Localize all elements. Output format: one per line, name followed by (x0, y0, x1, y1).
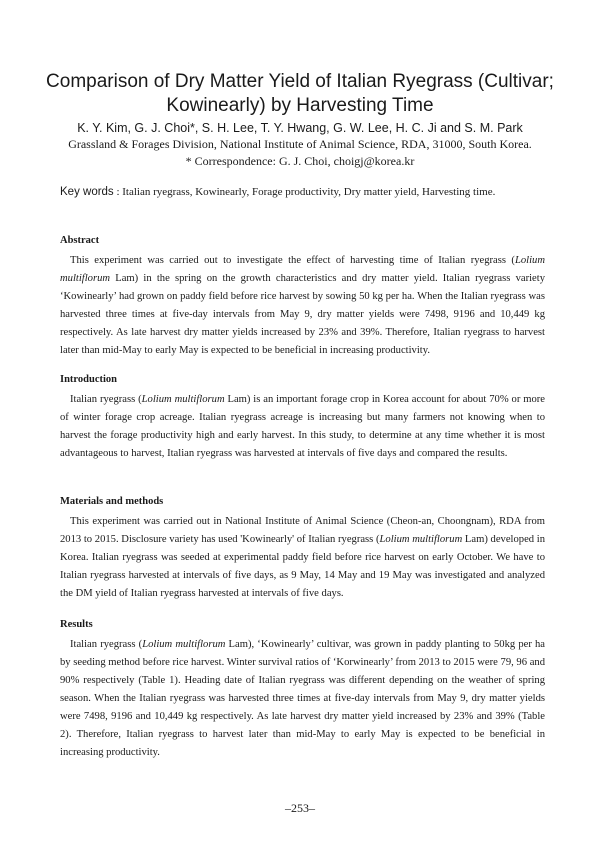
abstract-species-name: Lolium multiflorum (60, 255, 545, 284)
introduction-text-2: Lam) is an important forage crop in Korea account for about 70% or more of winter forage crop acreage. Italian ryegrass acreage is increasing but many farmers not knowing when to harvest the forage productivity high and early harvest. In this study, to determine at any time whether it is most advantageous to harvest, Italian ryegrass was harvested at intervals of five days and compared the results. (60, 394, 545, 459)
methods-section (60, 495, 545, 603)
abstract-heading: Abstract (60, 235, 100, 246)
results-text-2: Lam), ‘Kowinearly’ cultivar, was grown in paddy planting to 50kg per ha by seeding method before rice harvest. Winter survival ratios of ‘Korwinearly’ from 2013 to 2015 were 79, 96 and 90% respectively (Table 1). Heading date of Italian ryegrass was different depending on the weather of spring season. When the Italian ryegrass was harvested three times at five-day intervals from May 9, dry matter yields were 7498, 9196 and 10,449 kg respectively. As late harvest dry matter yield increased by 23% and 39% (Table 2). Therefore, Italian ryegrass to harvest later than mid-May to early May is expected to be beneficial in increasing productivity. (60, 639, 546, 758)
results-text-1: Italian ryegrass ( (70, 639, 143, 650)
introduction-text-1: Italian ryegrass ( (70, 394, 142, 405)
results-species-name: Lolium multiflorum (142, 639, 226, 650)
title-line-1: Comparison of Dry Matter Yield of Italian Ryegrass (Cultivar; (46, 71, 554, 92)
abstract-section (60, 234, 545, 360)
keywords-label: Key words (60, 186, 114, 198)
abstract-paragraph (60, 252, 545, 360)
keywords (60, 185, 560, 199)
correspondence: * Correspondence: G. J. Choi, choigj@korea.kr (185, 154, 415, 168)
author-list: K. Y. Kim, G. J. Choi*, S. H. Lee, T. Y. Hwang, G. W. Lee, H. C. Ji and S. M. Park (77, 121, 523, 135)
introduction-section (60, 373, 545, 463)
results-heading: Results (60, 619, 93, 630)
keywords-text: : Italian ryegrass, Kowinearly, Forage productivity, Dry matter yield, Harvesting time. (113, 186, 496, 198)
abstract-text-2: Lam) in the spring on the growth characteristics and dry matter yield. Italian ryegrass variety ‘Kowinearly’ had grown on paddy field before rice harvest by sowing 50 kg per ha. When the Italian ryegrass was harvested three times at five-day intervals from May 9, dry matter yields were 7498, 9196 and 10,449 kg respectively. As late harvest dry matter yields increased by 23% and 39%. Therefore, Italian ryegrass to harvest later than mid-May to early May is expected to be beneficial in increasing productivity. (60, 273, 545, 356)
methods-text-1: This experiment was carried out in National Institute of Animal Science (Cheon-an, Choongnam), RDA from 2013 to 2015. Disclosure variety has used 'Kowinearly' of Italian ryegrass ( (60, 516, 545, 545)
results-paragraph (60, 636, 545, 762)
affiliation: Grassland & Forages Division, National Institute of Animal Science, RDA, 31000, South Korea. (68, 137, 532, 151)
methods-paragraph (60, 513, 545, 603)
introduction-paragraph (60, 391, 545, 463)
methods-heading: Materials and methods (60, 496, 164, 507)
abstract-text-1: This experiment was carried out to investigate the effect of harvesting time of Italian ryegrass ( (70, 255, 515, 266)
page-number: –253– (285, 801, 315, 815)
title-line-2: Kowinearly) by Harvesting Time (166, 95, 434, 116)
introduction-heading: Introduction (60, 374, 117, 385)
methods-text-2: Lam) developed in Korea. Italian ryegrass was seeded at experimental paddy field before rice harvest on early October. We have to Italian ryegrass harvested at intervals of five days, as 9 May, 14 May and 19 May was investigated and analyzed the DM yield of Italian ryegrass harvested at intervals of five days. (60, 534, 545, 599)
results-section (60, 618, 545, 762)
introduction-species-name: Lolium multiflorum (141, 394, 225, 405)
methods-species-name: Lolium multiflorum (379, 534, 463, 545)
paper-title (40, 70, 560, 118)
